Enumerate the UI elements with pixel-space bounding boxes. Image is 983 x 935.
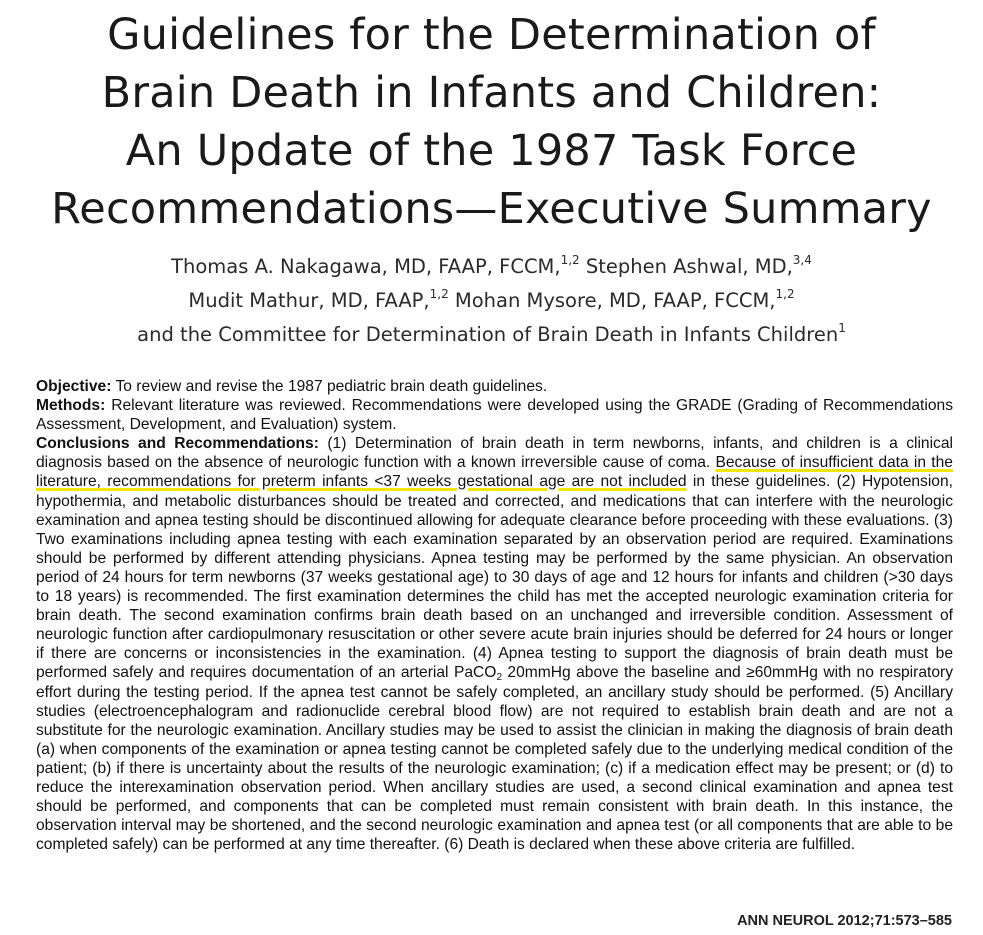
- abstract: [36, 377, 953, 854]
- journal-citation: ANN NEUROL 2012;71:573–585: [737, 913, 952, 929]
- affiliation-sup: 1,2: [560, 253, 580, 267]
- conclusions-label: Conclusions and Recommendations:: [36, 435, 319, 453]
- methods-label: Methods:: [36, 397, 106, 415]
- author-line: [0, 250, 983, 284]
- conclusions-text: (1) Determination of brain death in term newborns, infants, and children is a clinical diagnosis based on the absence of neurologic function with a known irreversible cause of coma.: [36, 435, 953, 472]
- objective-text: To review and revise the 1987 pediatric brain death guidelines.: [111, 378, 548, 395]
- title-line: Brain Death in Infants and Children:: [101, 68, 882, 118]
- objective-label: Objective:: [36, 378, 112, 395]
- paco2-prefix: PaCO: [453, 664, 497, 682]
- author-name: Mohan Mysore, MD, FAAP, FCCM,: [448, 289, 776, 312]
- committee-name: and the Committee for Determination of Brain Death in Infants Children: [137, 323, 839, 346]
- title-line: Recommendations—Executive Summary: [51, 184, 932, 234]
- article-title: [0, 6, 983, 238]
- author-name: Thomas A. Nakagawa, MD, FAAP, FCCM,: [171, 255, 561, 278]
- author-line: [0, 318, 983, 352]
- conclusions-text: 20mmHg above the baseline and ≥60mmHg with no respiratory effort during the testing period. If the apnea test cannot be safely completed, an ancillary study should be performed. (5) Ancillary studies (electroencephalogram and radionuclide cerebral blood flow) are not required to establish brain death and are not a substitute for the neurologic examination. Ancillary studies may be used to assist the clinician in making the diagnosis of brain death (a) when components of the examination or apnea testing cannot be completed safely due to the underlying medical condition of the patient; (b) if there is uncertainty about the results of the neurologic examination; (c) if a medication effect may be present; or (d) to reduce the interexamination observation period. When ancillary studies are used, a second clinical examination and apnea test should be performed, and components that can be completed must remain consistent with brain death. In this instance, the observation interval may be shortened, and the second neurologic examination and apnea test (or all components that are able to be completed safely) can be performed at any time thereafter. (6) Death is declared when these above criteria are fulfilled.: [36, 664, 953, 854]
- affiliation-sup: 1: [838, 321, 846, 335]
- author-name: Mudit Mathur, MD, FAAP,: [188, 289, 430, 312]
- paco2-subscript: 2: [496, 672, 502, 684]
- affiliation-sup: 3,4: [792, 253, 812, 267]
- conclusions-text: in these guidelines. (2) Hypotension, hypothermia, and metabolic disturbances should be treated and corrected, and medications that can interfere with the neurologic examination and apnea testing should be discontinued allowing for adequate clearance before proceeding with these evaluations. (3) Two examinations including apnea testing with each examination separated by an observation period are required. Examinations should be performed by different attending physicians. Apnea testing may be performed by the same physician. An observation period of 24 hours for term newborns (37 weeks gestational age) to 30 days of age and 12 hours for infants and children (>30 days to 18 years) is recommended. The first examination determines the child has met the accepted neurologic examination criteria for brain death. The second examination confirms brain death based on an unchanged and irreversible condition. Assessment of neurologic function after cardiopulmonary resuscitation or other severe acute brain injuries should be deferred for 24 hours or longer if there are concerns or inconsistencies in the examination. (4) Apnea testing to support the diagnosis of brain death must be performed safely and requires documentation of an arterial: [36, 473, 953, 682]
- author-name: Stephen Ashwal, MD,: [579, 255, 793, 278]
- methods-text: Relevant literature was reviewed. Recommendations were developed using the GRADE (Grading of Recommendations Assessment, Development, and Evaluation) system.: [36, 397, 953, 434]
- conclusions-paragraph: [36, 434, 953, 854]
- methods-paragraph: [36, 396, 953, 434]
- author-line: [0, 284, 983, 318]
- objective-paragraph: [36, 377, 953, 396]
- title-line: Guidelines for the Determination of: [107, 10, 876, 60]
- author-list: [0, 250, 983, 352]
- highlighted-text: Because of insufficient data in the literature, recommendations for preterm infants <37 weeks gestational age are not included: [36, 454, 953, 491]
- affiliation-sup: 1,2: [775, 287, 795, 301]
- affiliation-sup: 1,2: [429, 287, 449, 301]
- title-line: An Update of the 1987 Task Force: [125, 126, 858, 176]
